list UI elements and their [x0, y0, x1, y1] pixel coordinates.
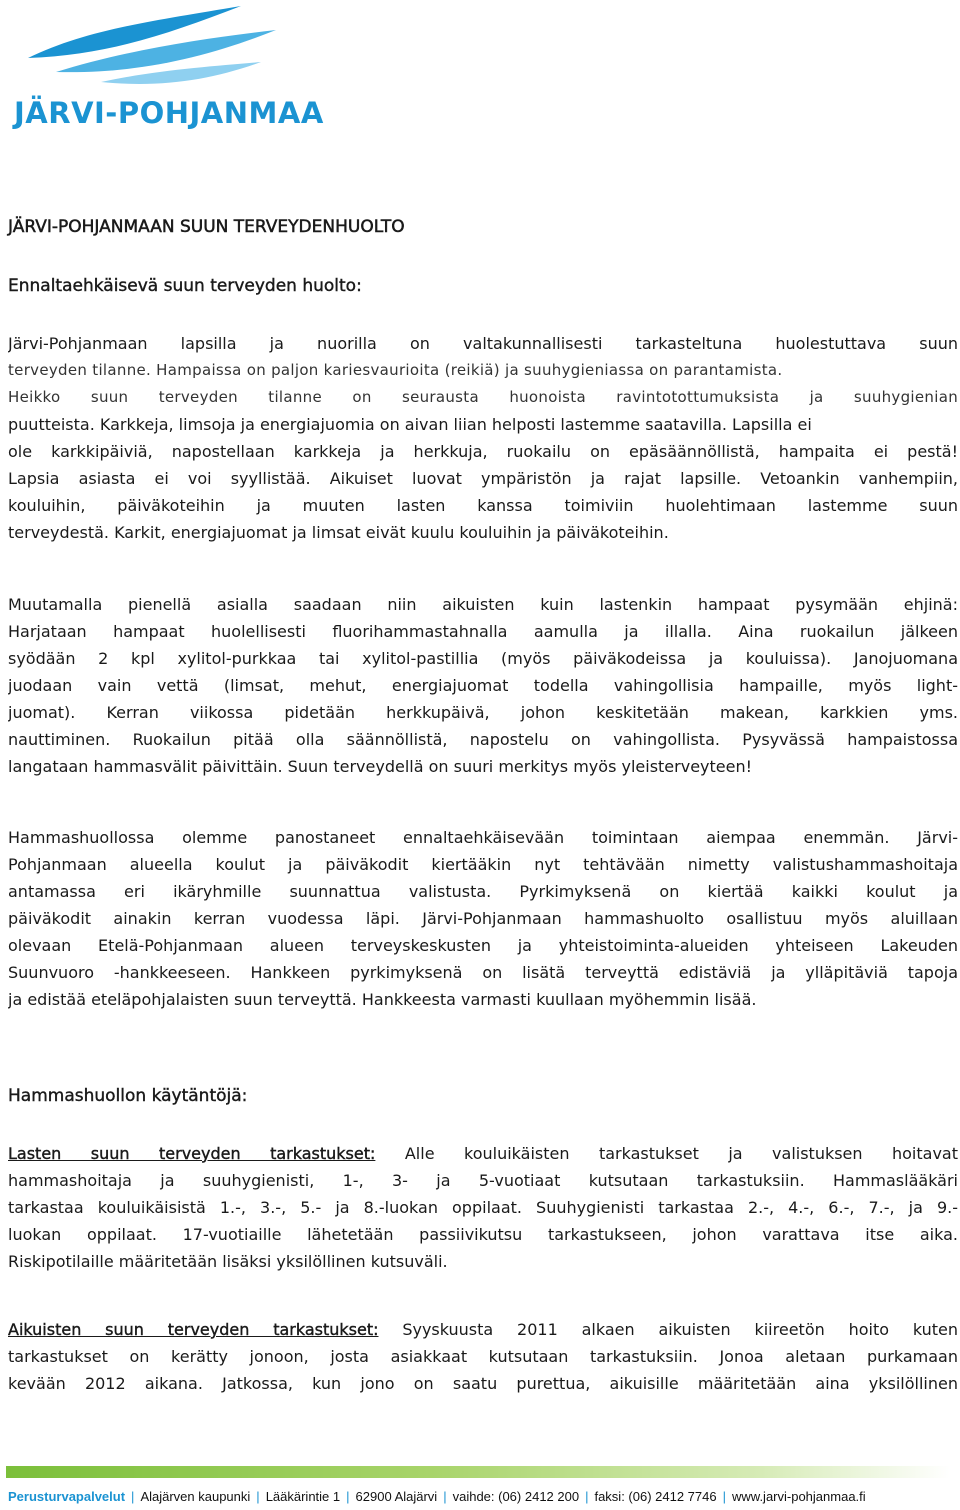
- paragraph-line: juodaan vain vettä (limsat, mehut, energiajuomat todella vahingollisia hampaille, myös light-: [8, 676, 958, 695]
- paragraph-line: ja edistää eteläpohjalaisten suun terveyttä. Hankkeesta varmasti kuullaan myöhemmin lisää.: [8, 990, 757, 1009]
- paragraph-line: tarkastaa kouluikäisistä 1.-, 3.-, 5.- ja 8.-luokan oppilaat. Suuhygienisti tarkastaa 2.-, 4.-, 6.-, 7.-, ja 9.-: [8, 1198, 958, 1217]
- footer-separator: |: [256, 1489, 260, 1504]
- logo: [6, 0, 324, 140]
- paragraph-2: [8, 591, 958, 780]
- paragraph-line: juomat). Kerran viikossa pidetään herkkupäivä, johon keskitetään makean, karkkien yms.: [8, 703, 958, 722]
- paragraph-line: antamassa eri ikäryhmille suunnattua valistusta. Pyrkimyksenä on kiertää kaikki koulut ja: [8, 882, 958, 901]
- paragraph-line: Hammashuollossa olemme panostaneet ennaltaehkäisevään toimintaan aiempaa enemmän. Järvi-: [8, 828, 958, 847]
- footer-bar: [6, 1466, 950, 1478]
- paragraph-line: syödään 2 kpl xylitol-purkkaa tai xylitol-pastillia (myös päiväkodeissa ja kouluissa). Janojuomana: [8, 649, 958, 668]
- paragraph-line: kevään 2012 aikana. Jatkossa, kun jono on saatu purettua, aikuisille määritetään aina yksilöllinen: [8, 1374, 958, 1393]
- footer-postal: 62900 Alajärvi: [355, 1489, 438, 1504]
- paragraph-line: Pohjanmaan alueella koulut ja päiväkodit kiertääkin nyt tehtävään nimetty valistushammashoitaja: [8, 855, 958, 874]
- footer-separator: |: [722, 1489, 726, 1504]
- footer-fax: faksi: (06) 2412 7746: [594, 1489, 717, 1504]
- section-subtitle: Ennaltaehkäisevä suun terveyden huolto:: [8, 276, 362, 296]
- paragraph-line: ole karkkipäiviä, napostellaan karkkeja ja herkkuja, ruokailu on epäsäännöllistä, hampaita ei pestä!: [8, 442, 958, 461]
- footer-website-link[interactable]: www.jarvi-pohjanmaa.fi: [732, 1489, 866, 1504]
- children-checkups-label: Lasten suun terveyden tarkastukset:: [8, 1144, 376, 1163]
- paragraph-line: Järvi-Pohjanmaan lapsilla ja nuorilla on valtakunnallisesti tarkasteltuna huolestuttava suun: [8, 334, 958, 353]
- paragraph-line: päiväkodit ainakin kerran vuodessa läpi. Järvi-Pohjanmaan hammashuolto osallistuu myös aluillaan: [8, 909, 958, 928]
- paragraph-line: Riskipotilaille määritetään lisäksi yksilöllinen kutsuväli.: [8, 1252, 448, 1271]
- paragraph-children-checkups: [8, 1140, 958, 1275]
- logo-text: JÄRVI-POHJANMAA: [14, 96, 324, 130]
- paragraph-line: kouluihin, päiväkoteihin ja muuten lasten kanssa toimiviin huolehtimaan lastemme suun: [8, 496, 958, 515]
- footer-separator: |: [585, 1489, 589, 1504]
- paragraph-line: Aikuisten suun terveyden tarkastukset: Syyskuusta 2011 alkaen aikuisten kiireetön hoito kuten: [8, 1320, 958, 1339]
- page-title: JÄRVI-POHJANMAAN SUUN TERVEYDENHUOLTO: [8, 217, 405, 237]
- paragraph-line: langataan hammasvälit päivittäin. Suun terveydellä on suuri merkitys myös yleisterveyteen!: [8, 757, 753, 776]
- paragraph-line: hammashoitaja ja suuhygienisti, 1-, 3- ja 5-vuotiaat kutsutaan tarkastuksiin. Hammaslääkäri: [8, 1171, 958, 1190]
- paragraph-line: terveyden tilanne. Hampaissa on paljon kariesvaurioita (reikiä) ja suuhygieniassa on parantamista.: [8, 361, 783, 379]
- paragraph-adult-checkups: [8, 1316, 958, 1397]
- practices-heading: Hammashuollon käytäntöjä:: [8, 1086, 248, 1106]
- paragraph-line: terveydestä. Karkit, energiajuomat ja limsat eivät kuulu kouluihin ja päiväkoteihin.: [8, 523, 669, 542]
- paragraph-line: tarkastukset on kerätty jonoon, josta asiakkaat kutsutaan tarkastuksiin. Jonoa aletaan purkamaan: [8, 1347, 958, 1366]
- paragraph-line: Heikko suun terveyden tilanne on seurausta huonoista ravintotottumuksista ja suuhygienian: [8, 388, 958, 406]
- adult-checkups-label: Aikuisten suun terveyden tarkastukset:: [8, 1320, 379, 1339]
- paragraph-line: Muutamalla pienellä asialla saadaan niin aikuisten kuin lastenkin hampaat pysymään ehjinä:: [8, 595, 958, 614]
- footer-brand: Perusturvapalvelut: [8, 1489, 126, 1504]
- footer: [8, 1488, 958, 1506]
- paragraph-1: [8, 330, 958, 546]
- paragraph-3: [8, 824, 958, 1013]
- paragraph-line: Lasten suun terveyden tarkastukset: Alle kouluikäisten tarkastukset ja valistuksen hoitavat: [8, 1144, 958, 1163]
- paragraph-line: Suunvuoro -hankkeeseen. Hankkeen pyrkimyksenä on lisätä terveyttä edistäviä ja ylläpitäviä tapoja: [8, 963, 958, 982]
- footer-separator: |: [443, 1489, 447, 1504]
- footer-separator: |: [131, 1489, 135, 1504]
- logo-waves-icon: [6, 0, 296, 100]
- paragraph-line: Lapsia asiasta ei voi syyllistää. Aikuiset luovat ympäristön ja rajat lapsille. Vetoankin vanhempiin,: [8, 469, 958, 488]
- footer-city: Alajärven kaupunki: [140, 1489, 251, 1504]
- paragraph-line: luokan oppilaat. 17-vuotiaille lähetetään passiivikutsu tarkastukseen, johon varattava itse aika.: [8, 1225, 958, 1244]
- footer-phone: vaihde: (06) 2412 200: [452, 1489, 580, 1504]
- paragraph-line: puutteista. Karkkeja, limsoja ja energiajuomia on aivan liian helposti lastemme saatavilla. Lapsilla ei: [8, 415, 812, 434]
- paragraph-line: nauttiminen. Ruokailun pitää olla säännöllistä, napostelu on vahingollista. Pysyvässä hampaistossa: [8, 730, 958, 749]
- footer-separator: |: [346, 1489, 350, 1504]
- footer-address: Lääkärintie 1: [265, 1489, 341, 1504]
- paragraph-line: Harjataan hampaat huolellisesti fluorihammastahnalla aamulla ja illalla. Aina ruokailun jälkeen: [8, 622, 958, 641]
- paragraph-line: olevaan Etelä-Pohjanmaan alueen terveyskeskusten ja yhteistoiminta-alueiden yhteiseen Lakeuden: [8, 936, 958, 955]
